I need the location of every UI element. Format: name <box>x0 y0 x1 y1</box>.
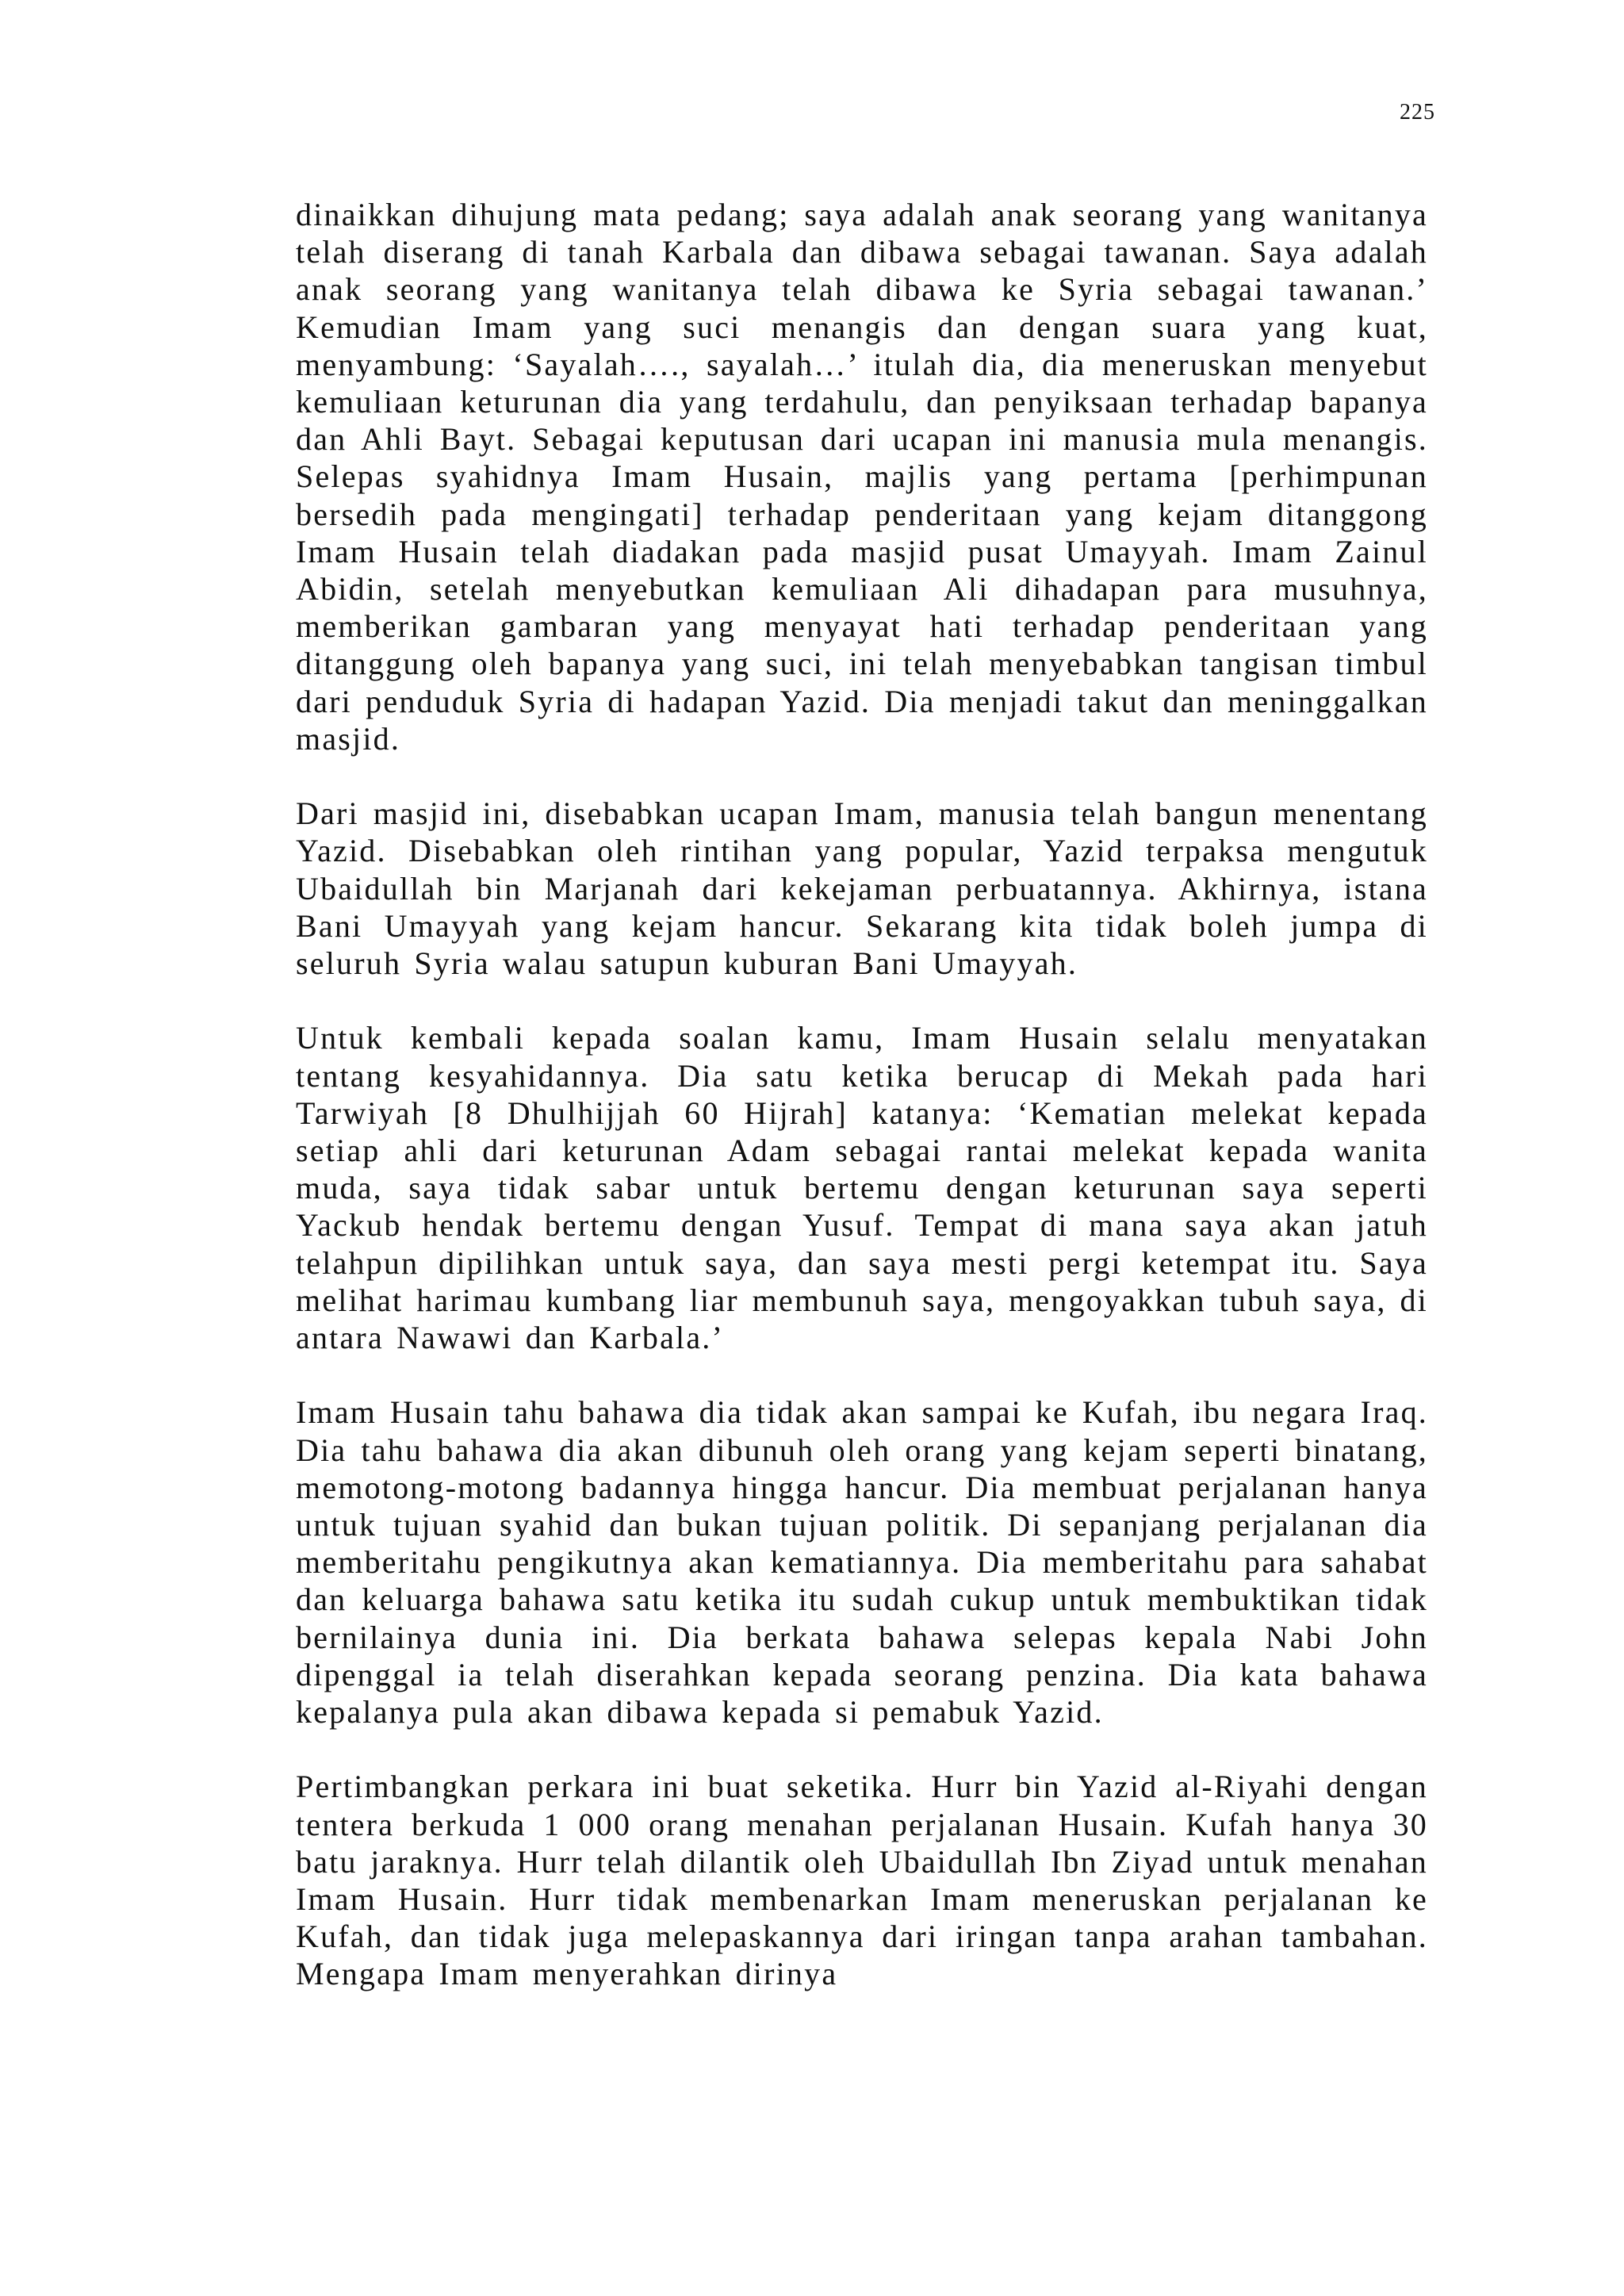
body-text <box>296 196 1428 1993</box>
page-number: 225 <box>1400 100 1435 125</box>
paragraph-3: Untuk kembali kepada soalan kamu, Imam Husain selalu menyatakan tentang kesyahidannya. Dia satu ketika berucap di Mekah pada hari Tarwiyah [8 Dhulhijjah 60 Hijrah] katanya: ‘Kematian melekat kepada setiap ahli dari keturunan Adam sebagai rantai melekat kepada wanita muda, saya tidak sabar untuk bertemu dengan keturunan saya seperti Yackub hendak bertemu dengan Yusuf. Tempat di mana saya akan jatuh telahpun dipilihkan untuk saya, dan saya mesti pergi ketempat itu. Saya melihat harimau kumbang liar membunuh saya, mengoyakkan tubuh saya, di antara Nawawi dan Karbala.’ <box>296 1020 1428 1356</box>
paragraph-4: Imam Husain tahu bahawa dia tidak akan sampai ke Kufah, ibu negara Iraq. Dia tahu bahawa dia akan dibunuh oleh orang yang kejam seperti binatang, memotong-motong badannya hingga hancur. Dia membuat perjalanan hanya untuk tujuan syahid dan bukan tujuan politik. Di sepanjang perjalanan dia memberitahu pengikutnya akan kematiannya. Dia memberitahu para sahabat dan keluarga bahawa satu ketika itu sudah cukup untuk membuktikan tidak bernilainya dunia ini. Dia berkata bahawa selepas kepala Nabi John dipenggal ia telah diserahkan kepada seorang penzina. Dia kata bahawa kepalanya pula akan dibawa kepada si pemabuk Yazid. <box>296 1394 1428 1731</box>
paragraph-5: Pertimbangkan perkara ini buat seketika. Hurr bin Yazid al-Riyahi dengan tentera berkuda 1 000 orang menahan perjalanan Husain. Kufah hanya 30 batu jaraknya. Hurr telah dilantik oleh Ubaidullah Ibn Ziyad untuk menahan Imam Husain. Hurr tidak membenarkan Imam meneruskan perjalanan ke Kufah, dan tidak juga melepaskannya dari iringan tanpa arahan tambahan. Mengapa Imam menyerahkan dirinya <box>296 1769 1428 1992</box>
paragraph-2: Dari masjid ini, disebabkan ucapan Imam, manusia telah bangun menentang Yazid. Disebabkan oleh rintihan yang popular, Yazid terpaksa mengutuk Ubaidullah bin Marjanah dari kekejaman perbuatannya. Akhirnya, istana Bani Umayyah yang kejam hancur. Sekarang kita tidak boleh jumpa di seluruh Syria walau satupun kuburan Bani Umayyah. <box>296 795 1428 982</box>
paragraph-1: dinaikkan dihujung mata pedang; saya adalah anak seorang yang wanitanya telah diserang di tanah Karbala dan dibawa sebagai tawanan. Saya adalah anak seorang yang wanitanya telah dibawa ke Syria sebagai tawanan.’ Kemudian Imam yang suci menangis dan dengan suara yang kuat, menyambung: ‘Sayalah…., sayalah…’ itulah dia, dia meneruskan menyebut kemuliaan keturunan dia yang terdahulu, dan penyiksaan terhadap bapanya dan Ahli Bayt. Sebagai keputusan dari ucapan ini manusia mula menangis. Selepas syahidnya Imam Husain, majlis yang pertama [perhimpunan bersedih pada mengingati] terhadap penderitaan yang kejam ditanggong Imam Husain telah diadakan pada masjid pusat Umayyah. Imam Zainul Abidin, setelah menyebutkan kemuliaan Ali dihadapan para musuhnya, memberikan gambaran yang menyayat hati terhadap penderitaan yang ditanggung oleh bapanya yang suci, ini telah menyebabkan tangisan timbul dari penduduk Syria di hadapan Yazid. Dia menjadi takut dan meninggalkan masjid. <box>296 197 1428 757</box>
